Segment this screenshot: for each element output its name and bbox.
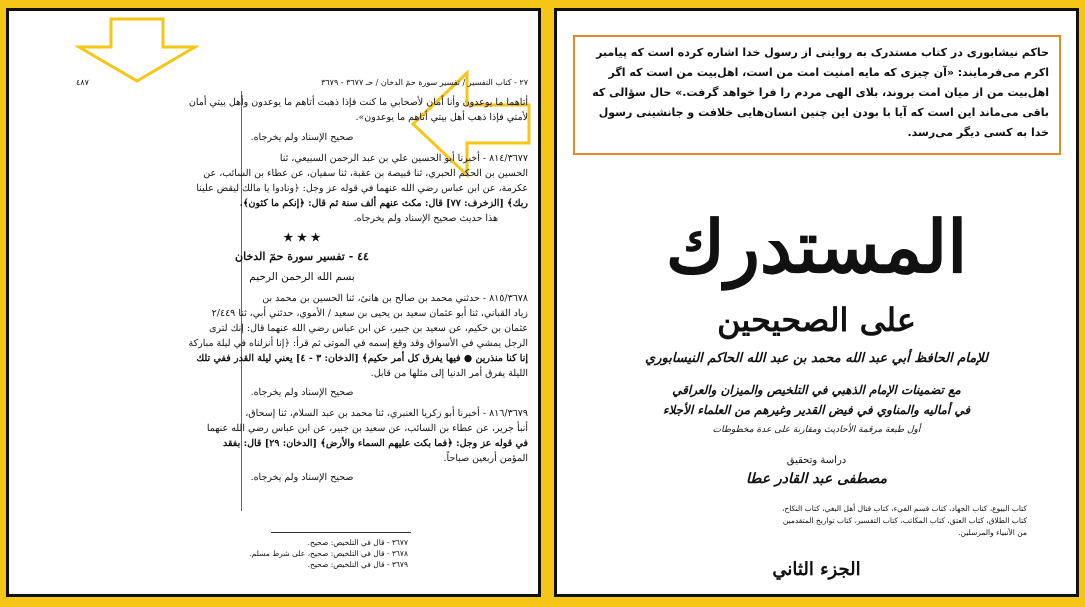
volume-contents (687, 503, 1027, 539)
text-line: في قوله عز وجل: ﴿فما بكت عليهم السماء والأرض﴾ [الدخان: ٢٩] قال: بفقد (223, 438, 528, 449)
persian-note-box: حاکم نیشابوری در کتاب مستدرک به روایتی از رسول خدا اشاره کرده است که پیامبر اکرم می‌فرمایند: «آن چیزی که مایه امنیت امت من است، اهل‌بیت من است که اگر اهل‌بیت من از میان امت بروند، بلای الهی مردم را فرا خواهد گرفت.» حال سؤالی که باقی می‌ماند این است که آیا با بودن این چنین انسان‌هایی خلافت و جانشینی رسول خدا به کسی دیگر می‌رسد. (573, 35, 1061, 155)
editor-name: مصطفى عبد القادر عطا (745, 471, 888, 487)
down-arrow-icon (75, 17, 199, 83)
study-label: دراسة وتحقيق (786, 455, 847, 466)
text-line: صحيح الإسناد ولم يخرجاه. (250, 132, 354, 143)
text-line: صحيح الإسناد ولم يخرجاه. (250, 387, 354, 398)
text-line: عكرمة، عن ابن عباس رضي الله عنهما في قوله عز وجل: ﴿ونادوا يا مالك ليقض علينا (196, 183, 528, 194)
page-header (76, 75, 528, 90)
footnote: ٣٦٧٧ - قال في التلخيص: صحيح. (307, 538, 408, 547)
footnote: ٣٦٧٨ - قال في التلخيص: صحيح، على شرط مسلم. (249, 549, 408, 558)
text-line: الليلة يفرق أمر الدنيا إلى مثلها من قابل. (370, 368, 528, 379)
text-line: إنا كنا منذرين ● فيها يفرق كل أمر حكيم﴾ [الدخان: ٣ - ٤] يعني ليلة القدر ففي تلك (196, 353, 528, 364)
cover-description: مع تضمينات الإمام الذهبي في التلخيص والميزان والعراقي (672, 383, 961, 397)
footnote: ٣٦٧٩ - قال في التلخيص: صحيح. (307, 560, 408, 569)
cover-description: أول طبعة مرقمة الأحاديث ومقارنة على عدة مخطوطات (712, 425, 921, 435)
contents-line: من الأنبياء والمرسلين. (958, 528, 1027, 537)
contents-line: كتاب البيوع، كتاب الجهاد، كتاب قسم الفيء، كتاب قتال أهل البغي، كتاب النكاح، (781, 504, 1027, 513)
text-line: ٨١٥/٣٦٧٨ - حدثني محمد بن صالح بن هانئ، ثنا الحسين بن محمد بن (262, 293, 528, 304)
book-title: المستدرك (665, 204, 968, 289)
text-line: هذا حديث صحيح الإسناد ولم يخرجاه. (353, 213, 498, 224)
text-line: ربك﴾ [الزخرف: ٧٧] قال: مكث عنهم ألف سنة ثم قال: ﴿إنكم ما كثون﴾. (239, 198, 528, 209)
right-cover-panel (554, 8, 1079, 597)
page-body (76, 95, 528, 485)
text-line: زياد القباني، ثنا أبو عثمان سعيد بن يحيى بن سعيد / الأموي، حدثني أبي، ثنا ٢/٤٤٩ (211, 308, 528, 319)
text-line: عثمان بن حكيم، عن سعيد بن جبير، عن ابن عباس رضي الله عنهما قال: إنك لترى (209, 323, 528, 334)
book-author: للإمام الحافظ أبي عبد الله محمد بن عبد الله الحاكم النيسابوري (645, 351, 988, 366)
section-stars: ★ ★ ★ (283, 231, 321, 244)
running-header: ٢٧ - كتاب التفسير / تفسير سورة حمٓ الدخان / حـ ٣٦٧٧ - ٣٦٧٩ (321, 78, 528, 87)
text-line: الرجل يمشي في الأسواق وقد وقع إسمه في الموتى ثم قرأ: ﴿إنا أنزلناه في ليلة مباركة (188, 338, 528, 349)
text-line: أتاهما ما يوعدون وأنا أمان لأصحابي ما كنت فإذا ذهبت أتاهم ما يوعدون وأهل بيتي أمان (188, 97, 528, 108)
footnote-divider (271, 532, 411, 533)
text-line: الحسين بن الحكم الحبري، ثنا قبيصة بن عقبة، ثنا سفيان، عن عطاء بن السائب، عن (203, 168, 528, 179)
cover-description: في أماليه والمناوي في فيض القدير وغيرهم من العلماء الأجلاء (662, 403, 971, 417)
text-line: أنبأ جرير، عن عطاء بن السائب، عن سعيد بن جبير، عن ابن عباس رضي الله عنهما (206, 423, 528, 434)
section-title: ٤٤ - تفسير سورة حمٓ الدخان (235, 250, 369, 263)
text-line: المؤمن أربعين صباحاً. (443, 453, 528, 464)
footnotes (158, 537, 408, 570)
text-line: ٨١٦/٣٦٧٩ - أخبرنا أبو زكريا العنبري، ثنا محمد بن عبد السلام، ثنا إسحاق، (245, 408, 528, 419)
volume-label: الجزء الثاني (772, 559, 861, 580)
text-line: ٨١٤/٣٦٧٧ - أخبرنا أبو الحسين علي بن عبد الرحمن السبيعي، ثنا (279, 153, 528, 164)
text-line: صحيح الإسناد ولم يخرجاه. (250, 472, 354, 483)
text-line: لأمتي فإذا ذهب أهل بيتي أتاهم ما يوعدون». (355, 112, 528, 123)
left-page-panel (6, 8, 541, 597)
basmala: بسم الله الرحمن الرحيم (249, 271, 355, 283)
page-number: ٤٨٧ (76, 78, 89, 87)
contents-line: كتاب الطلاق، كتاب العتق، كتاب المكاتب، كتاب التفسير، كتاب تواريخ المتقدمين (782, 516, 1027, 525)
book-subtitle: على الصحيحين (717, 301, 916, 339)
